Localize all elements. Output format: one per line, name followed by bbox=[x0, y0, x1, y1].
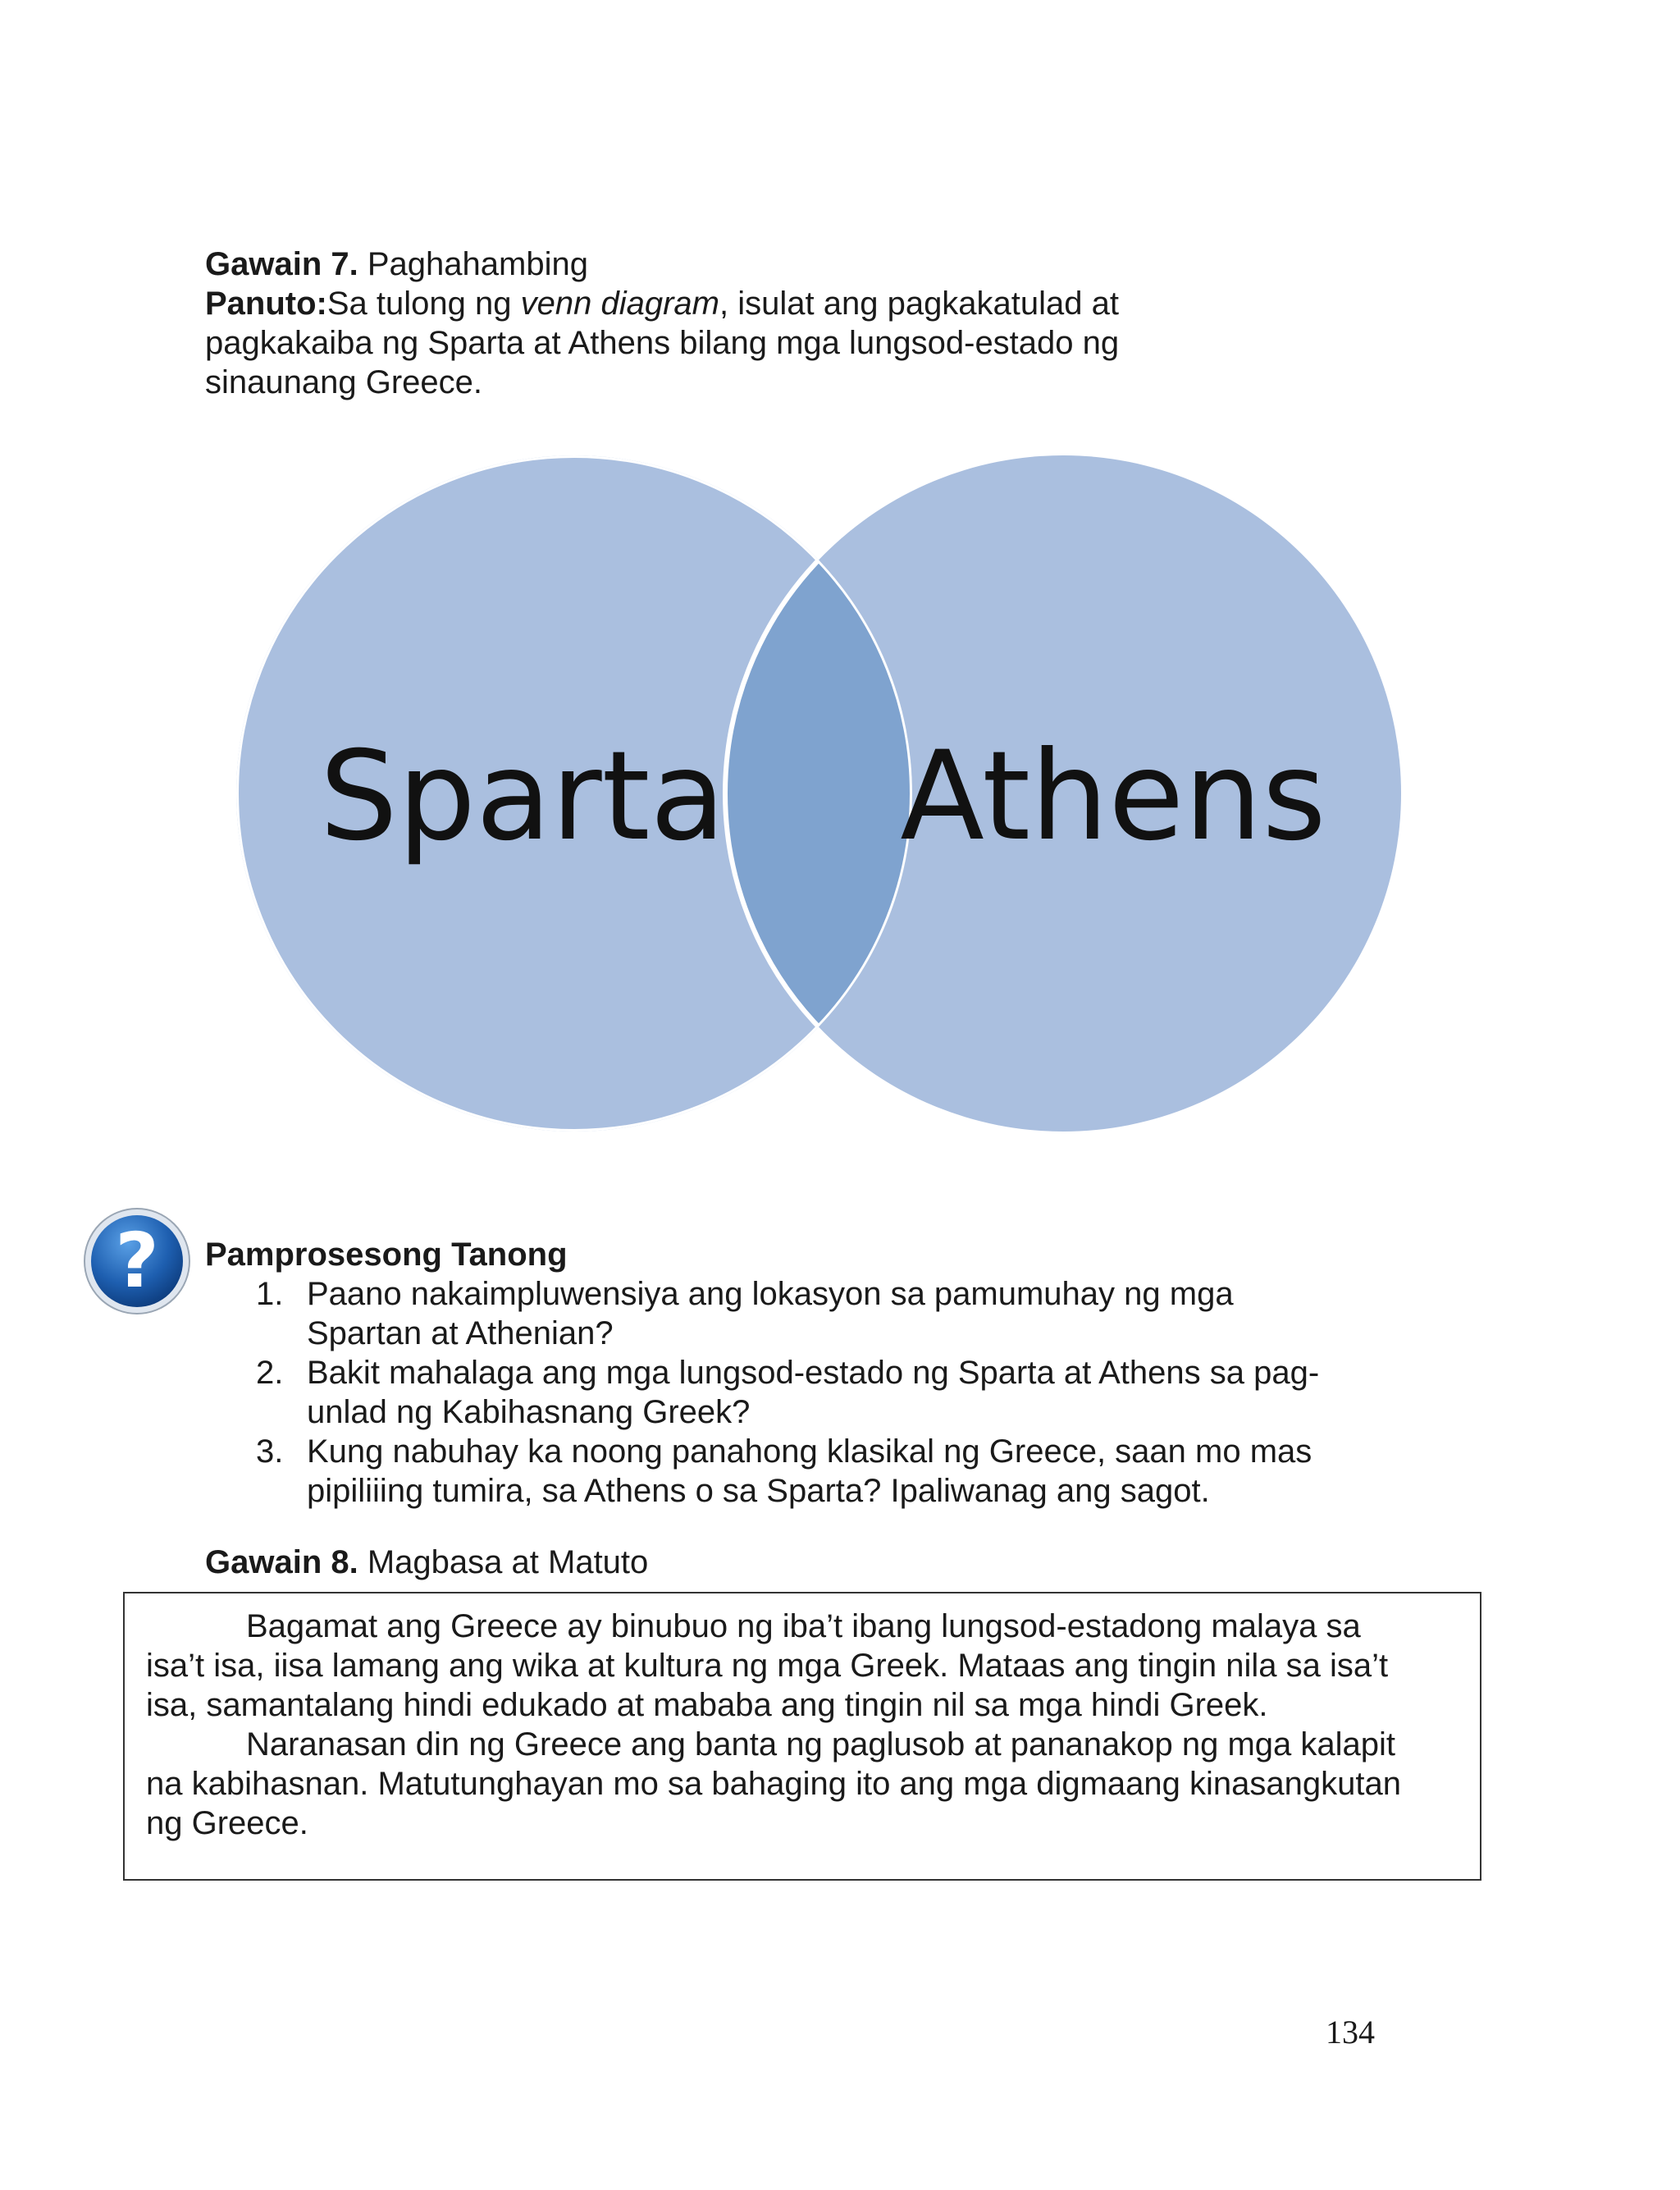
question-line: Spartan at Athenian? bbox=[307, 1315, 614, 1351]
venn-diagram bbox=[230, 455, 1411, 1145]
reading-line: na kabihasnan. Matutunghayan mo sa bahaging ito ang mga digmaang kinasangkutan bbox=[146, 1766, 1401, 1802]
question-item-2 bbox=[205, 1353, 1319, 1432]
activity-7-section bbox=[205, 245, 1119, 402]
activity-7-label: Gawain 7. bbox=[205, 246, 358, 282]
question-line: pipiliiing tumira, sa Athens o sa Sparta? Ipaliwanag ang sagot. bbox=[307, 1473, 1210, 1509]
activity-7-heading bbox=[205, 245, 1119, 284]
questions-title bbox=[205, 1235, 1319, 1274]
question-number: 2. bbox=[256, 1355, 284, 1391]
question-item-3 bbox=[205, 1432, 1319, 1511]
question-glyph: ? bbox=[115, 1217, 159, 1305]
questions-list bbox=[205, 1274, 1319, 1511]
activity-8-label: Gawain 8. bbox=[205, 1544, 358, 1580]
reading-line: Bagamat ang Greece ay binubuo ng iba’t ibang lungsod-estadong malaya sa bbox=[246, 1608, 1361, 1644]
instruction-label: Panuto: bbox=[205, 286, 327, 322]
processing-questions bbox=[205, 1235, 1319, 1511]
question-line: Paano nakaimpluwensiya ang lokasyon sa pamumuhay ng mga bbox=[307, 1276, 1234, 1312]
activity-8-title: Magbasa at Matuto bbox=[358, 1544, 649, 1580]
reading-line: isa, samantalang hindi edukado at mababa ang tingin nil sa mga hindi Greek. bbox=[146, 1687, 1268, 1723]
instruction-line-2: pagkakaiba ng Sparta at Athens bilang mga lungsod-estado ng bbox=[205, 325, 1120, 361]
instruction-text-b: , isulat ang pagkakatulad at bbox=[719, 286, 1120, 322]
question-item-1 bbox=[205, 1274, 1319, 1353]
questions-title-text: Pamprosesong Tanong bbox=[205, 1237, 568, 1273]
reading-box bbox=[123, 1592, 1481, 1881]
reading-line: isa’t isa, iisa lamang ang wika at kultura ng mga Greek. Mataas ang tingin nila sa isa’t bbox=[146, 1648, 1389, 1684]
question-number: 1. bbox=[256, 1276, 284, 1312]
question-mark-icon bbox=[82, 1206, 192, 1316]
reading-line: Naranasan din ng Greece ang banta ng paglusob at pananakop ng mga kalapit bbox=[246, 1726, 1396, 1763]
question-line: unlad ng Kabihasnang Greek? bbox=[307, 1394, 751, 1430]
activity-7-title: Paghahambing bbox=[358, 246, 588, 282]
instruction-text-a: Sa tulong ng bbox=[326, 286, 521, 322]
page-number: 134 bbox=[1326, 2014, 1375, 2051]
athens-label: Athens bbox=[900, 725, 1326, 868]
instruction-italic-term: venn diagram bbox=[520, 286, 719, 322]
sparta-label: Sparta bbox=[319, 725, 726, 868]
question-line: Kung nabuhay ka noong panahong klasikal ng Greece, saan mo mas bbox=[307, 1433, 1312, 1470]
instruction-line-3: sinaunang Greece. bbox=[205, 364, 483, 400]
question-number: 3. bbox=[256, 1433, 284, 1470]
reading-line: ng Greece. bbox=[146, 1805, 308, 1841]
activity-8-heading bbox=[205, 1543, 648, 1582]
question-line: Bakit mahalaga ang mga lungsod-estado ng Sparta at Athens sa pag- bbox=[307, 1355, 1320, 1391]
instruction-line-1 bbox=[205, 284, 1119, 323]
